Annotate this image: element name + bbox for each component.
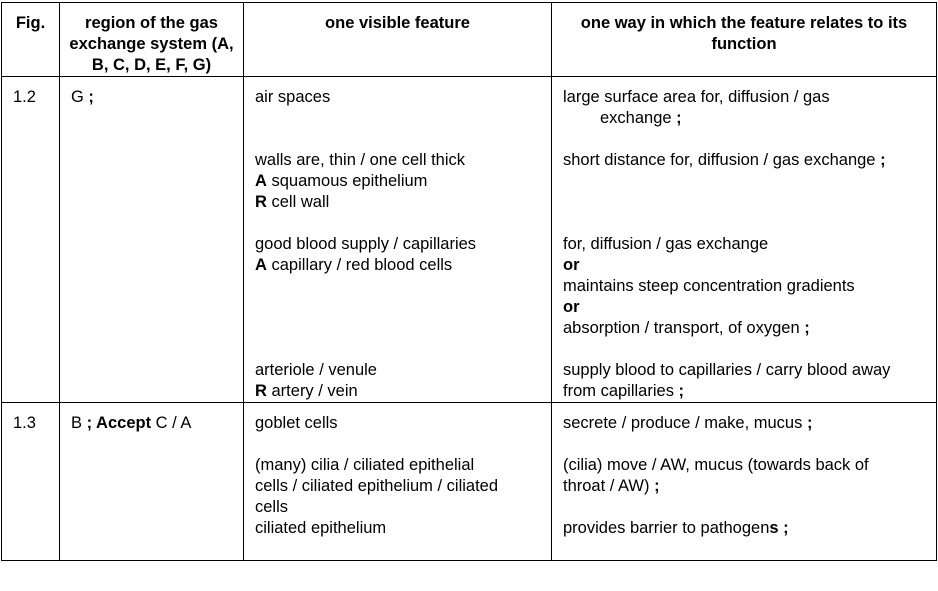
text-line	[255, 171, 541, 192]
bold-text: s ;	[769, 519, 789, 537]
text-line	[563, 255, 926, 276]
fig-cell: 1.2	[2, 77, 60, 403]
bold-text: ;	[88, 88, 94, 106]
text-line	[255, 497, 541, 518]
text: artery / vein	[266, 382, 358, 400]
function-block	[563, 413, 926, 455]
text: short distance for, diffusion / gas exchange	[563, 151, 881, 169]
text-line	[563, 150, 926, 171]
feature-block	[255, 360, 541, 402]
text-line	[563, 381, 926, 402]
text-line	[255, 234, 541, 255]
bold-text: A	[255, 256, 267, 274]
region-cell	[60, 77, 244, 403]
header-fig: Fig.	[2, 3, 60, 77]
text: absorption / transport, of oxygen	[563, 319, 805, 337]
text: arteriole / venule	[255, 361, 377, 379]
bold-text: ; Accept	[86, 414, 152, 432]
fig-cell: 1.3	[2, 403, 60, 561]
feature-block	[255, 234, 541, 360]
text-line	[255, 381, 541, 402]
region-text	[71, 87, 233, 108]
feature-block	[255, 87, 541, 150]
region-cell	[60, 403, 244, 561]
text-line	[255, 413, 541, 434]
text: secrete / produce / make, mucus	[563, 414, 807, 432]
function-cell	[552, 77, 937, 403]
text-line	[563, 413, 926, 434]
bold-text: ;	[806, 414, 813, 432]
text-line	[255, 476, 541, 497]
text: B	[71, 414, 87, 432]
function-cell	[552, 403, 937, 561]
text: throat / AW)	[563, 477, 655, 495]
function-block	[563, 87, 926, 150]
text-line	[255, 360, 541, 381]
text-line	[563, 108, 926, 129]
text: (many) cilia / ciliated epithelial	[255, 456, 475, 474]
text-line	[563, 455, 926, 476]
text: for, diffusion / gas exchange	[563, 235, 769, 253]
text-line	[255, 150, 541, 171]
text: provides barrier to pathogen	[563, 519, 770, 537]
feature-cell	[244, 77, 552, 403]
text: exchange	[600, 109, 677, 127]
bold-text: A	[255, 172, 267, 190]
feature-block	[255, 150, 541, 234]
text: goblet cells	[255, 414, 338, 432]
function-block	[563, 360, 926, 402]
text: C / A	[151, 414, 192, 432]
bold-text: R	[255, 193, 267, 211]
row-1-2	[2, 77, 937, 403]
feature-block	[255, 518, 541, 560]
bold-text: R	[255, 382, 267, 400]
feature-block	[255, 413, 541, 455]
row-1-3	[2, 403, 937, 561]
text-line	[255, 455, 541, 476]
header-region: region of the gas exchange system (A, B, C, D, E, F, G)	[60, 3, 244, 77]
text: cells	[255, 498, 289, 516]
text-line	[255, 192, 541, 213]
bold-text: ;	[880, 151, 886, 169]
header-row	[2, 3, 937, 77]
text: large surface area for, diffusion / gas	[563, 88, 830, 106]
header-function: one way in which the feature relates to its function	[552, 3, 937, 77]
function-block	[563, 150, 926, 234]
bold-text: ;	[676, 109, 682, 127]
text-line	[255, 87, 541, 108]
bold-text: ;	[678, 382, 685, 400]
feature-cell	[244, 403, 552, 561]
text: capillary / red blood cells	[266, 256, 453, 274]
text-line	[563, 297, 926, 318]
text-line	[563, 276, 926, 297]
text: from capillaries	[563, 382, 679, 400]
text: ciliated epithelium	[255, 519, 387, 537]
text: cell wall	[266, 193, 330, 211]
region-text	[71, 413, 233, 434]
text-line	[563, 518, 926, 539]
text: squamous epithelium	[266, 172, 428, 190]
text-line	[255, 518, 541, 539]
text-line	[255, 255, 541, 276]
bold-text: or	[563, 298, 580, 316]
text-line	[563, 476, 926, 497]
markscheme-table	[1, 2, 937, 561]
function-block	[563, 455, 926, 518]
header-feature: one visible feature	[244, 3, 552, 77]
bold-text: ;	[804, 319, 810, 337]
text: walls are, thin / one cell thick	[255, 151, 466, 169]
text: cells / ciliated epithelium / ciliated	[255, 477, 499, 495]
function-block	[563, 518, 926, 560]
text: air spaces	[255, 88, 331, 106]
text-line	[563, 87, 926, 108]
feature-block	[255, 455, 541, 518]
text-line	[563, 234, 926, 255]
bold-text: or	[563, 256, 580, 274]
text: (cilia) move / AW, mucus (towards back of	[563, 456, 869, 474]
text: good blood supply / capillaries	[255, 235, 477, 253]
text-line	[563, 360, 926, 381]
function-block	[563, 234, 926, 360]
bold-text: ;	[654, 477, 660, 495]
text: G	[71, 88, 89, 106]
text: supply blood to capillaries / carry blood away	[563, 361, 891, 379]
text-line	[563, 318, 926, 339]
text: maintains steep concentration gradients	[563, 277, 855, 295]
